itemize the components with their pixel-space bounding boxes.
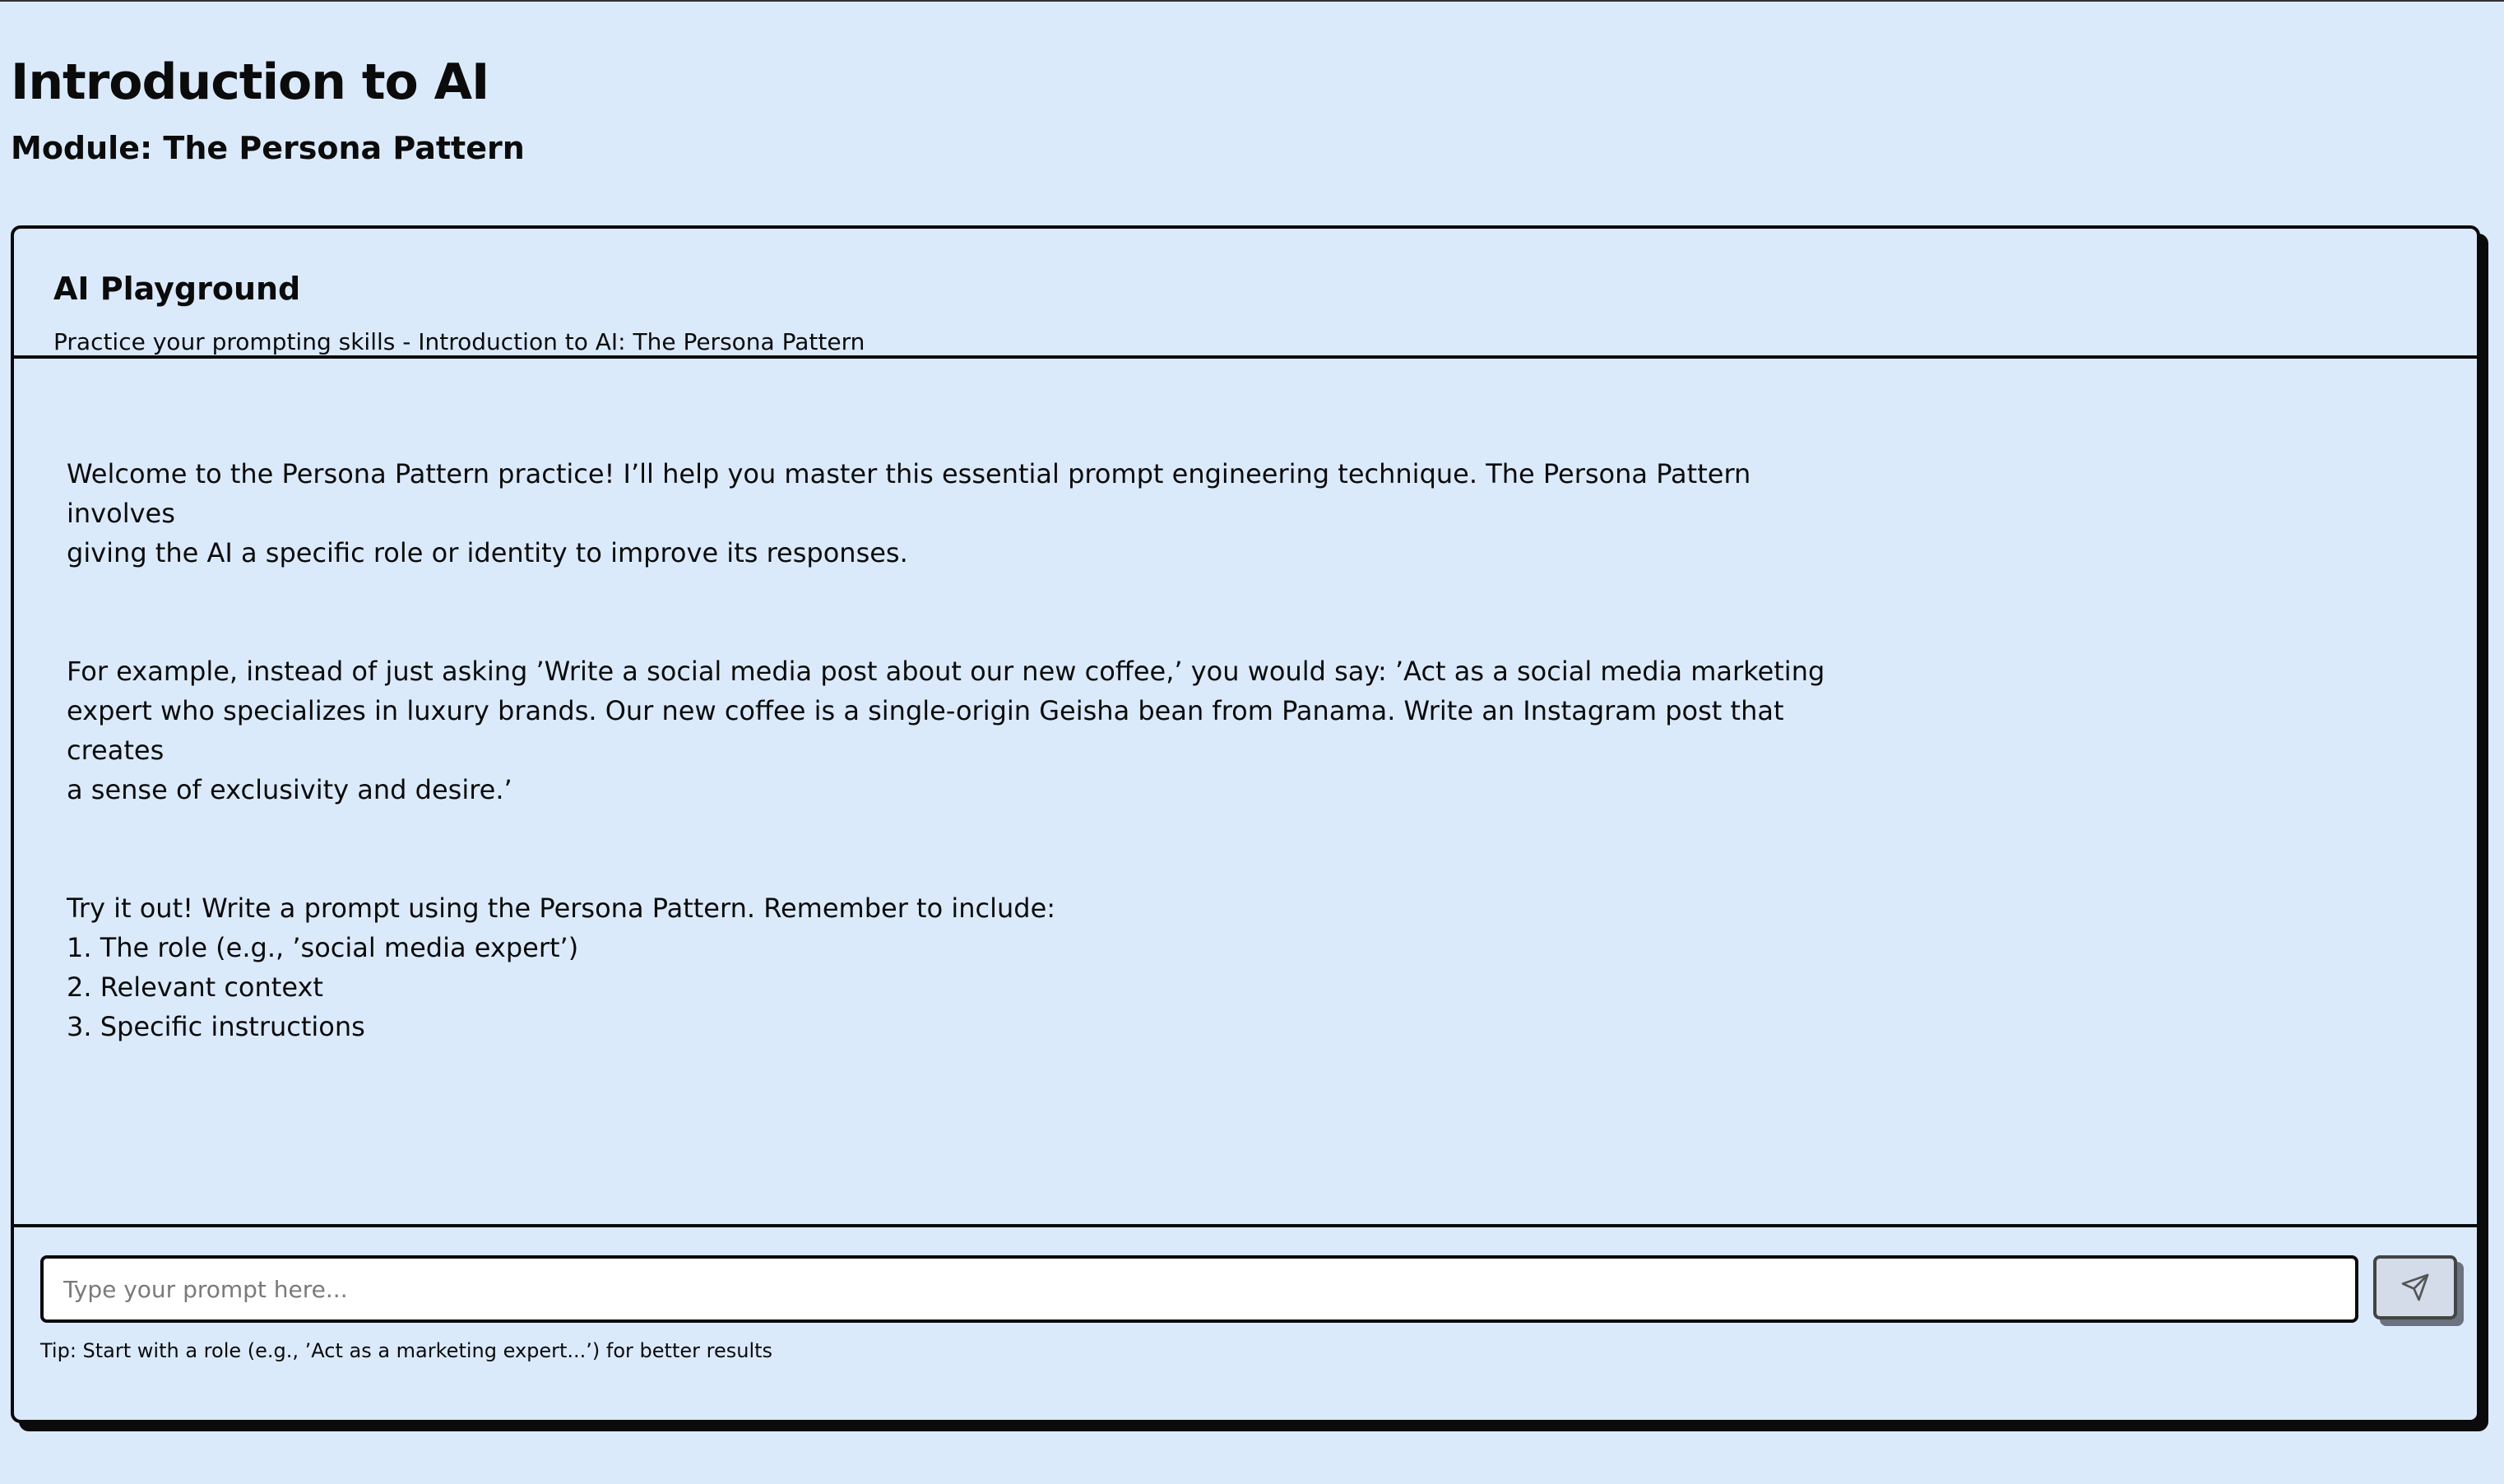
send-icon (2400, 1273, 2430, 1302)
assistant-message (67, 454, 1843, 1046)
message-paragraph (67, 888, 1843, 1046)
message-line: a sense of exclusivity and desire.’ (67, 774, 512, 805)
tip-text: Tip: Start with a role (e.g., ’Act as a marketing expert...’) for better results (40, 1339, 773, 1362)
message-line: Welcome to the Persona Pattern practice! I’ll help you master this essential prompt engineering technique. The Persona Pattern involves (67, 458, 1751, 529)
message-list-item: 3. Specific instructions (67, 1011, 365, 1042)
playground-title: AI Playground (53, 271, 301, 307)
message-paragraph (67, 454, 1843, 573)
send-button[interactable] (2373, 1255, 2457, 1319)
message-paragraph (67, 652, 1843, 809)
prompt-input-section (14, 1224, 2477, 1423)
ai-playground-card (11, 225, 2480, 1423)
message-list-item: 2. Relevant context (67, 972, 323, 1003)
message-line: For example, instead of just asking ’Write a social media post about our new coffee,’ you would say: ’Act as a social media marketing (67, 656, 1825, 687)
playground-header (14, 229, 2477, 359)
message-list-item: 1. The role (e.g., ’social media expert’) (67, 932, 579, 963)
message-line: giving the AI a specific role or identity to improve its responses. (67, 537, 908, 568)
prompt-input[interactable] (40, 1255, 2358, 1323)
module-title: Module: The Persona Pattern (11, 130, 525, 166)
chat-messages-area (14, 359, 2477, 1224)
page-title: Introduction to AI (11, 53, 489, 111)
message-line: Try it out! Write a prompt using the Persona Pattern. Remember to include: (67, 893, 1056, 924)
message-line: expert who specializes in luxury brands. Our new coffee is a single-origin Geisha bean from Panama. Write an Instagram post that creates (67, 695, 1784, 766)
playground-subtitle: Practice your prompting skills - Introduction to AI: The Persona Pattern (53, 328, 865, 355)
